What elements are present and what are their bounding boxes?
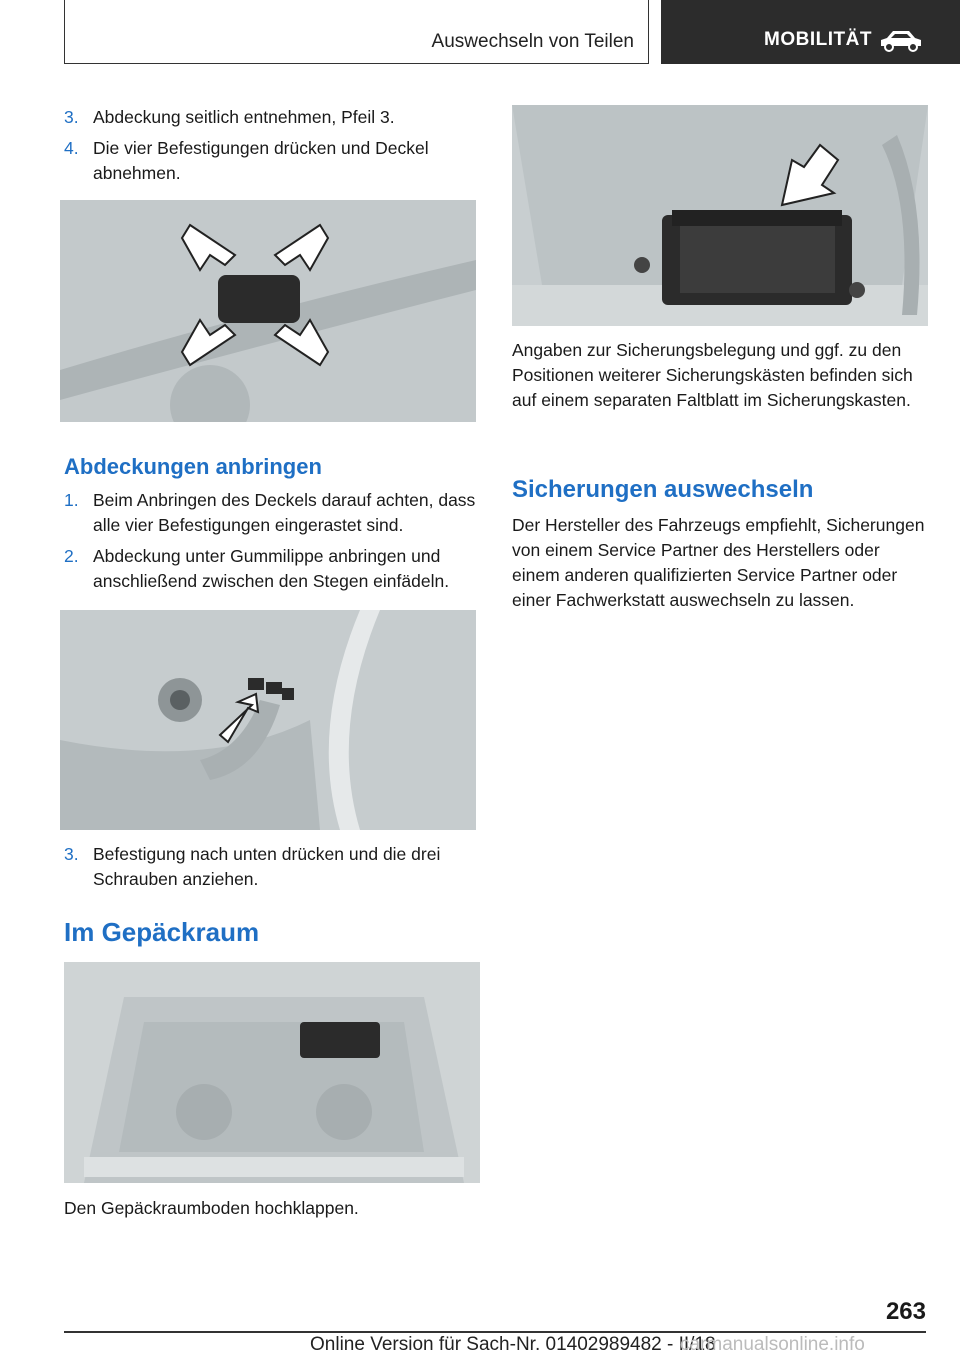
fuse-box-photo <box>512 105 928 326</box>
left-steps-c <box>64 842 484 898</box>
luggage-compartment-photo <box>64 962 480 1183</box>
footer-online-version: Online Version für Sach-Nr. 01402989482 - II/18 <box>310 1334 716 1355</box>
heading-im-gepaeckraum: Im Gepäckraum <box>64 917 260 947</box>
heading-abdeckungen-anbringen: Abdeckungen anbringen <box>64 454 322 479</box>
list-item: 2. Abdeckung unter Gummilippe anbringen und anschließend zwischen den Stegen einfädeln. <box>64 546 450 591</box>
cover-fitting-photo <box>60 610 476 830</box>
left-steps-a <box>64 105 479 192</box>
caption-gepaeckraum: Den Gepäckraumboden hochklappen. <box>64 1198 359 1218</box>
list-item: 4. Die vier Befestigungen drücken und Deckel abnehmen. <box>64 138 429 183</box>
list-item: 3. Abdeckung seitlich entnehmen, Pfeil 3. <box>64 107 395 127</box>
list-item: 1. Beim Anbringen des Deckels darauf achten, dass alle vier Befestigungen eingerastet sind. <box>64 490 476 535</box>
fuse-assignment-note: Angaben zur Sicherungsbelegung und ggf. zu den Positionen weiterer Sicherungskästen befinden sich auf einem separaten Faltblatt im Sicherungskasten. <box>512 340 913 410</box>
header-section-title: Auswechseln von Teilen <box>431 31 634 52</box>
car-icon <box>877 28 925 54</box>
heading-sicherungen-auswechseln: Sicherungen auswechseln <box>512 476 814 503</box>
engine-cover-photo <box>60 200 476 422</box>
page-number: 263 <box>885 1298 926 1325</box>
footer-divider <box>64 1331 926 1333</box>
manufacturer-recommendation: Der Hersteller des Fahrzeugs empfiehlt, Sicherungen von einem Service Partner des Herstellers oder einem anderen qualifizierten Service Partner oder einer Fachwerkstatt auswechseln zu lassen. <box>512 515 925 610</box>
footer-watermark: carmanualsonline.info <box>680 1334 865 1355</box>
header-section-box <box>64 0 649 64</box>
header-chapter-title: MOBILITÄT <box>764 29 872 50</box>
left-section-1 <box>64 452 484 600</box>
list-item: 3. Befestigung nach unten drücken und die drei Schrauben anziehen. <box>64 844 441 889</box>
